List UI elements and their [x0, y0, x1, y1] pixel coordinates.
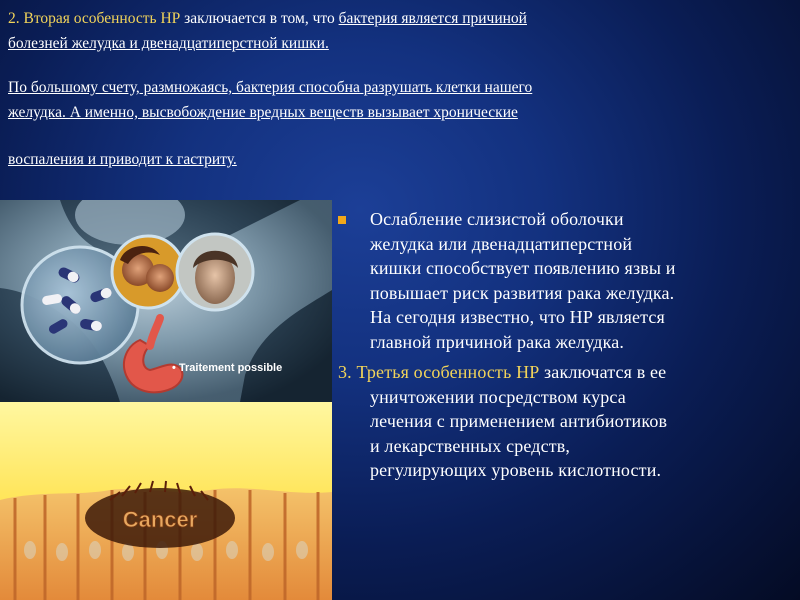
bullet-1-line-6: главной причиной рака желудка. — [370, 331, 625, 352]
item-3-line-2: уничтожении посредством курса — [370, 386, 626, 407]
bullet-section — [338, 207, 794, 483]
item-3-line-1 — [338, 360, 794, 385]
underlined-claim-2: болезней желудка и двенадцатиперстной кишки. — [8, 35, 329, 52]
bullet-1-line-2: желудка или двенадцатиперстной — [370, 233, 633, 254]
item-3-rest: заключатся в ее — [539, 362, 667, 382]
item-3-line-4: и лекарственных средств, — [370, 435, 571, 456]
cancer-label: Cancer — [122, 507, 198, 532]
paragraph-2-line-2: желудка. А именно, высвобождение вредных веществ вызывает хронические — [8, 104, 518, 121]
paragraph-2-line-1: По большому счету, размножаясь, бактерия способна разрушать клетки нашего — [8, 79, 533, 96]
item-3-line-5: регулирующих уровень кислотности. — [370, 460, 662, 480]
bullet-1-line-3: кишки способствует появлению язвы и — [370, 258, 676, 278]
intro-text — [8, 6, 794, 172]
bullet-1-line-5: На сегодня известно, что НР является — [370, 307, 665, 327]
item-3 — [338, 360, 794, 483]
highlight-heading-3: 3. Третья особенность НР — [338, 362, 540, 382]
treatment-label: • Traitement possible — [172, 362, 283, 374]
bullet-1-line-4: повышает риск развития рака желудка. — [370, 282, 675, 303]
bullet-1-line-1: Ослабление слизистой оболочки — [370, 209, 624, 229]
medical-illustration — [0, 200, 332, 600]
bullet-item-1 — [338, 207, 794, 354]
highlight-heading-2: 2. Вторая особенность НР — [8, 10, 181, 27]
paragraph-1-middle: заключается в том, что — [180, 10, 339, 27]
paragraph-1-line-1 — [8, 6, 794, 31]
paragraph-2-line-3: воспаления и приводит к гастриту. — [8, 151, 237, 168]
item-3-line-3: лечения с применением антибиотиков — [370, 411, 668, 431]
underlined-claim-1: бактерия является причиной — [338, 10, 527, 27]
square-bullet-icon — [338, 216, 346, 224]
